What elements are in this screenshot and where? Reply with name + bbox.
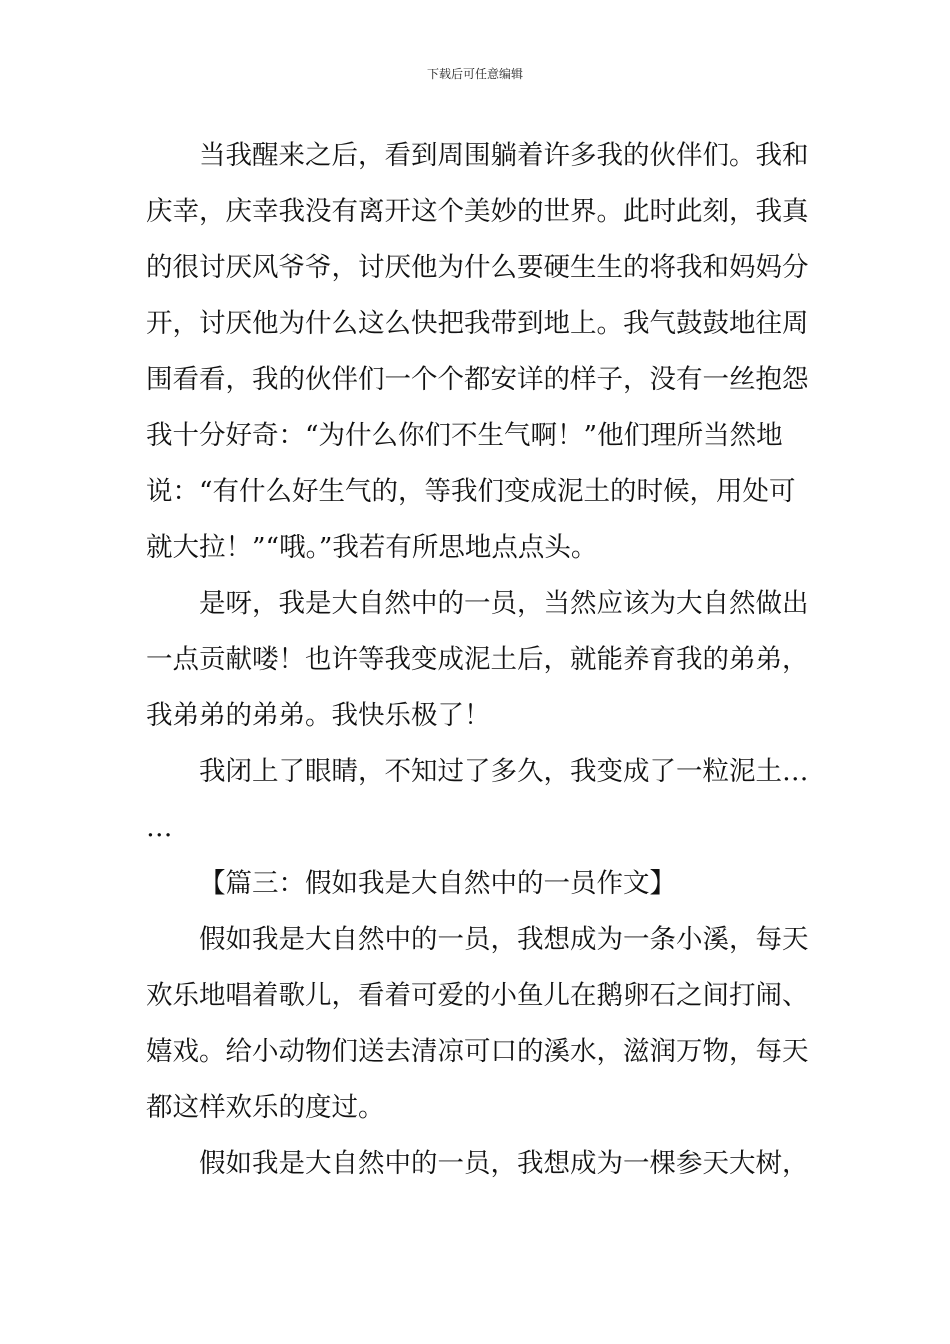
text-line: 庆幸，庆幸我没有离开这个美妙的世界。此时此刻，我真 [146,196,809,227]
page-header-watermark: 下载后可任意编辑 [426,67,523,81]
text-line: 的很讨厌风爷爷，讨厌他为什么要硬生生的将我和妈妈分 [146,252,809,283]
text-line: 围看看，我的伙伴们一个个都安详的样子，没有一丝抱怨 [146,364,809,395]
text-line: 一点贡献喽！也许等我变成泥土后，就能养育我的弟弟， [146,644,809,675]
text-line: 我弟弟的弟弟。我快乐极了！ [146,700,491,731]
text-line: 我闭上了眼睛，不知过了多久，我变成了一粒泥土… [199,756,809,787]
text-line: 说：“有什么好生气的，等我们变成泥土的时候，用处可 [146,476,796,507]
text-line: 欢乐地唱着歌儿，看着可爱的小鱼儿在鹅卵石之间打闹、 [146,980,809,1011]
text-line: 当我醒来之后，看到周围躺着许多我的伙伴们。我和 [199,140,809,171]
text-line: 开，讨厌他为什么这么快把我带到地上。我气鼓鼓地往周 [146,308,809,339]
text-line: 嬉戏。给小动物们送去清凉可口的溪水，滋润万物，每天 [146,1036,809,1067]
text-line: 假如我是大自然中的一员，我想成为一棵参天大树， [199,1148,809,1179]
section-heading: 【篇三：假如我是大自然中的一员作文】 [199,868,676,899]
text-line: … [146,812,173,843]
text-line: 我十分好奇：“为什么你们不生气啊！”他们理所当然地 [146,420,783,451]
text-line: 就大拉！”“哦。”我若有所思地点点头。 [146,532,598,563]
document-body [146,128,809,1192]
text-line: 是呀，我是大自然中的一员，当然应该为大自然做出 [199,588,809,619]
text-line: 假如我是大自然中的一员，我想成为一条小溪，每天 [199,924,809,955]
text-line: 都这样欢乐的度过。 [146,1092,385,1123]
